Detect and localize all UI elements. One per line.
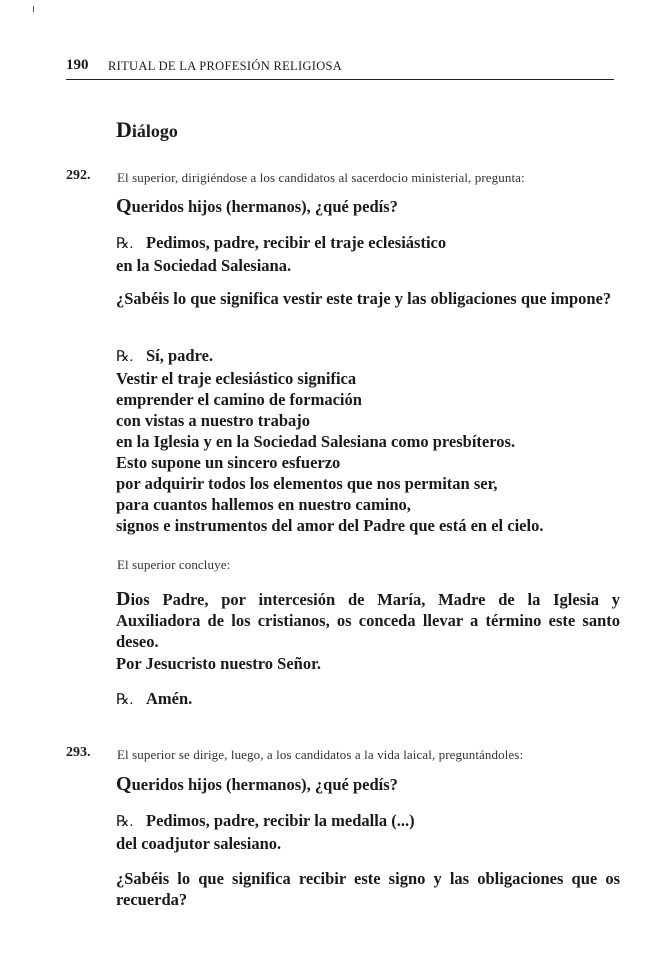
crop-mark bbox=[33, 6, 34, 12]
prayer-292 bbox=[116, 589, 620, 652]
section-title bbox=[116, 117, 178, 143]
amen-response bbox=[116, 688, 620, 711]
answer-line: Pedimos, padre, recibir la medalla (...) bbox=[146, 811, 415, 830]
page-number: 190 bbox=[66, 57, 89, 73]
prayer-initial: D bbox=[116, 588, 131, 610]
response-mark: ℞. bbox=[116, 692, 134, 708]
answer-line: con vistas a nuestro trabajo bbox=[116, 411, 311, 430]
question-292-1 bbox=[116, 196, 620, 217]
answer-line: en la Iglesia y en la Sociedad Salesiana como presbíteros. bbox=[116, 432, 516, 451]
question-initial: Q bbox=[116, 773, 132, 795]
prayer-text: ios Padre, por intercesión de María, Madre de la Iglesia y Auxiliadora de los cristianos, os conceda llevar a término este santo deseo. bbox=[116, 590, 620, 651]
paragraph-number-292: 292. bbox=[66, 168, 91, 183]
answer-293-1 bbox=[116, 810, 620, 854]
rubric-293: El superior se dirige, luego, a los candidatos a la vida laical, preguntándoles: bbox=[117, 747, 524, 762]
answer-line: signos e instrumentos del amor del Padre que está en el cielo. bbox=[116, 516, 544, 535]
question-293-1 bbox=[116, 774, 620, 795]
section-title-initial: D bbox=[116, 117, 132, 142]
response-mark: ℞. bbox=[116, 814, 134, 830]
answer-line: Esto supone un sincero esfuerzo bbox=[116, 453, 341, 472]
question-initial: Q bbox=[116, 195, 132, 217]
question-293-2: ¿Sabéis lo que significa recibir este signo y las obligaciones que os recuerda? bbox=[116, 869, 620, 909]
answer-292-2 bbox=[116, 345, 620, 536]
running-header bbox=[66, 57, 614, 80]
response-mark: ℞. bbox=[116, 349, 134, 365]
amen-text: Amén. bbox=[146, 689, 193, 708]
answer-line: Pedimos, padre, recibir el traje eclesiástico bbox=[146, 233, 447, 252]
answer-line: emprender el camino de formación bbox=[116, 390, 362, 409]
running-title: RITUAL DE LA PROFESIÓN RELIGIOSA bbox=[108, 59, 343, 73]
answer-292-1 bbox=[116, 232, 620, 276]
prayer-ending: Por Jesucristo nuestro Señor. bbox=[116, 654, 322, 673]
answer-line: Vestir el traje eclesiástico significa bbox=[116, 369, 357, 388]
response-mark: ℞. bbox=[116, 236, 134, 252]
answer-line: por adquirir todos los elementos que nos permitan ser, bbox=[116, 474, 498, 493]
answer-line: para cuantos hallemos en nuestro camino, bbox=[116, 495, 411, 514]
answer-line: en la Sociedad Salesiana. bbox=[116, 256, 292, 275]
question-rest: ueridos hijos (hermanos), ¿qué pedís? bbox=[131, 197, 398, 216]
answer-line: del coadjutor salesiano. bbox=[116, 834, 282, 853]
paragraph-number-293: 293. bbox=[66, 745, 91, 760]
question-rest: ueridos hijos (hermanos), ¿qué pedís? bbox=[131, 775, 398, 794]
answer-line: Sí, padre. bbox=[146, 346, 214, 365]
rubric-292: El superior, dirigiéndose a los candidatos al sacerdocio ministerial, pregunta: bbox=[117, 170, 525, 185]
question-292-2: ¿Sabéis lo que significa vestir este traje y las obligaciones que impone? bbox=[116, 289, 612, 308]
section-title-rest: iálogo bbox=[131, 121, 178, 141]
rubric-292-conclude: El superior concluye: bbox=[117, 557, 231, 572]
